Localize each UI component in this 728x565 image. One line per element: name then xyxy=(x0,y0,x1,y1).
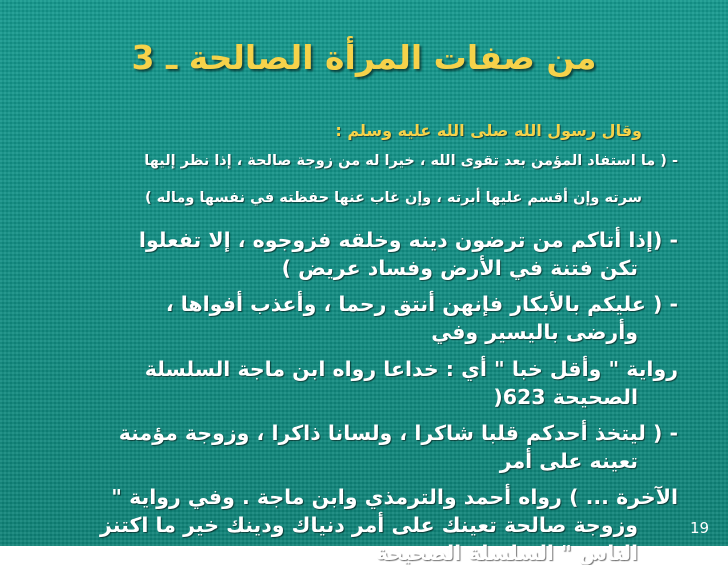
hadith-4-line-2: تعينه على أمر xyxy=(499,449,638,473)
hadith-3-line-2: وأرضى باليسير وفي xyxy=(431,320,638,344)
hadith-4-line-1: - ( ليتخذ أحدكم قلبا شاكرا ، ولسانا ذاكرا ، وزوجة مؤمنة xyxy=(118,421,678,445)
hadith-3-line-3: رواية " وأقل خبا " أي : خداعا رواه ابن ماجة السلسلة xyxy=(144,357,678,381)
hadith-4-line-4: وزوجة صالحة تعينك على أمر دنياك ودينك خير ما اكتنز xyxy=(99,513,638,537)
hadith-2-line-1: - (إذا أتاكم من ترضون دينه وخلقه فزوجوه ، إلا تفعلوا xyxy=(138,228,678,252)
hadith-1-line-2: سرته وإن أقسم عليها أبرته ، وإن غاب عنها حفظته في نفسها وماله ) xyxy=(145,190,642,206)
hadith-4-line-5: الناس " السلسلة الصحيحة xyxy=(375,541,638,565)
slide-title: من صفات المرأة الصالحة ـ 3 xyxy=(131,38,597,77)
hadith-1-line-1: - ( ما استفاد المؤمن بعد تقوى الله ، خيرا له من زوجة صالحة ، إذا نظر إليها xyxy=(144,153,678,169)
hadith-3-line-4: الصحيحة 623( xyxy=(493,385,638,409)
hadith-3-line-1: - ( عليكم بالأبكار فإنهن أنتق رحما ، وأعذب أفواها ، xyxy=(165,292,678,316)
hadith-4-line-3: الآخرة ... ) رواه أحمد والترمذي وابن ماجة . وفي رواية " xyxy=(111,485,678,509)
page-number: 19 xyxy=(690,519,710,537)
intro-line: وقال رسول الله صلى الله عليه وسلم : xyxy=(335,121,642,140)
hadith-2-line-2: تكن فتنة في الأرض وفساد عريض ) xyxy=(281,256,638,280)
